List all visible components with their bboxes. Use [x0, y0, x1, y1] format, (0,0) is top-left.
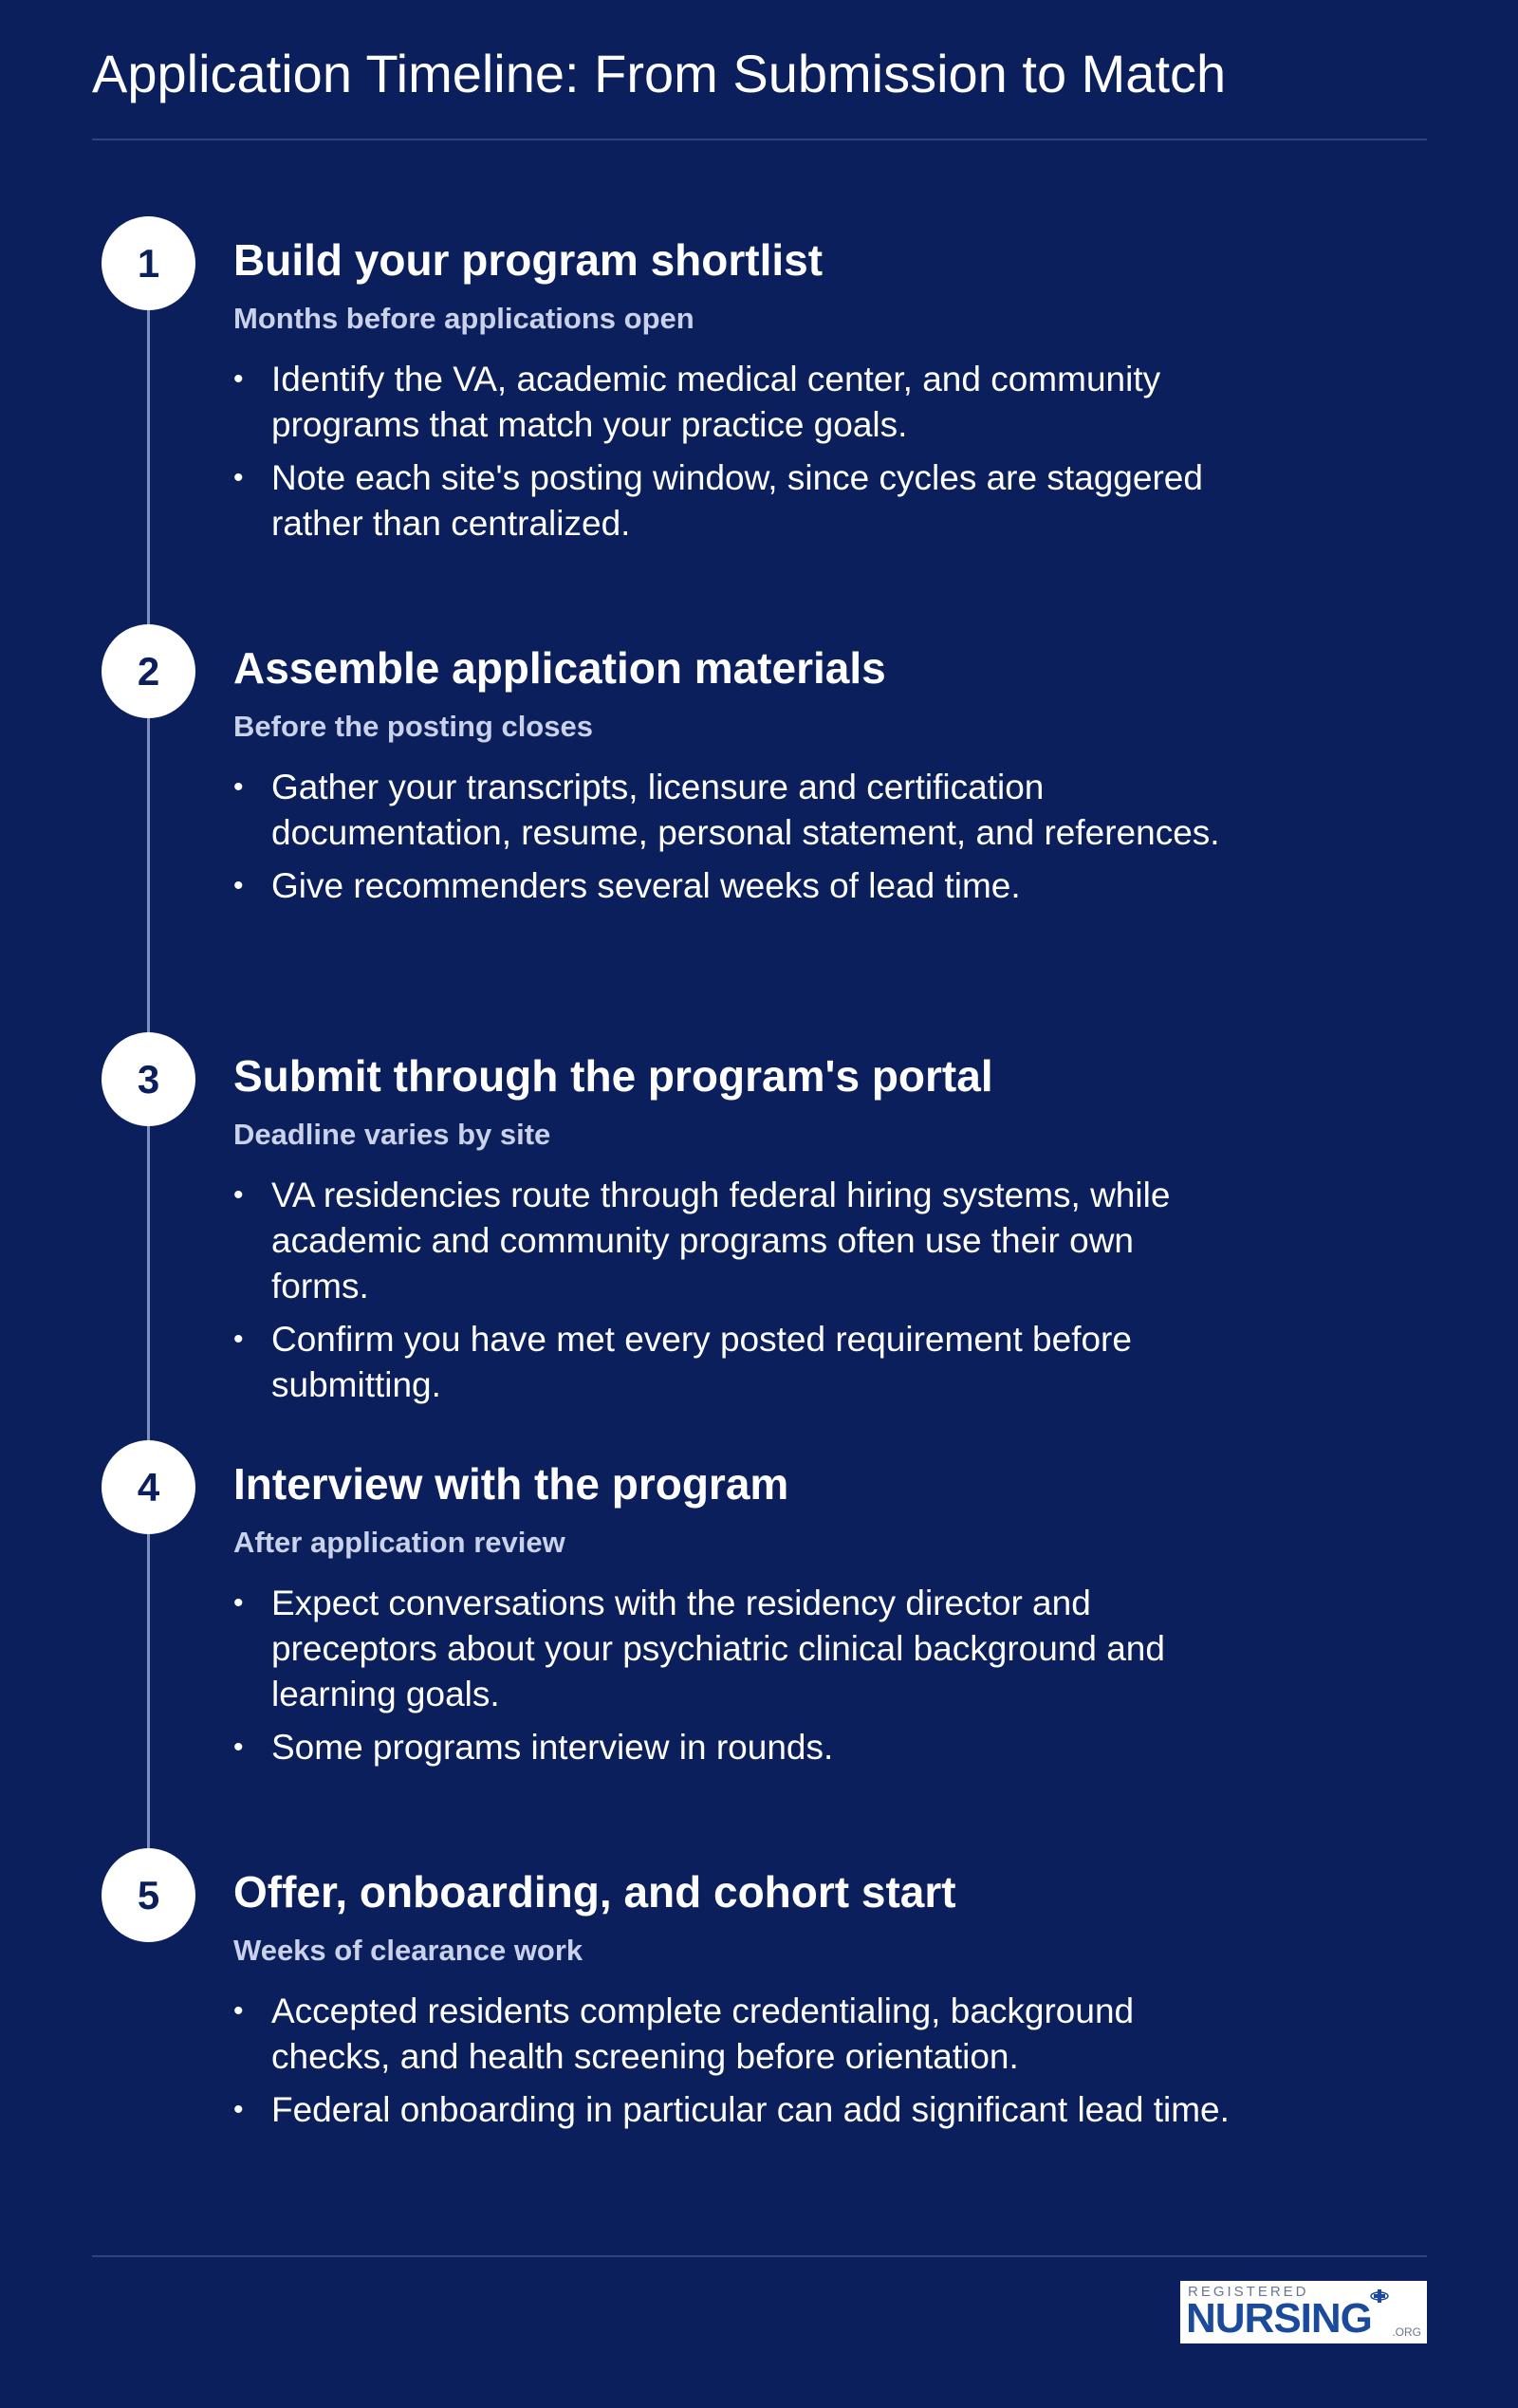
- step-bullets: [233, 1989, 1230, 2140]
- logo-main-text: NURSING: [1186, 2295, 1372, 2342]
- bullet-item: [233, 1581, 1230, 1717]
- step-bullets: [233, 765, 1230, 917]
- step-subtitle: Months before applications open: [233, 302, 694, 335]
- top-divider: [92, 139, 1427, 140]
- bullet-item: [233, 765, 1230, 856]
- bullet-text: Gather your transcripts, licensure and certification documentation, resume, personal statement, and references.: [271, 768, 1220, 852]
- bullet-item: [233, 863, 1230, 909]
- bullet-item: [233, 1173, 1230, 1309]
- page-title: Application Timeline: From Submission to Match: [92, 44, 1227, 103]
- step-number-circle: 5: [102, 1848, 195, 1942]
- bullet-icon: •: [233, 2094, 244, 2125]
- bullet-icon: •: [233, 1179, 244, 1211]
- bullet-item: [233, 2087, 1230, 2133]
- step-title: Assemble application materials: [233, 643, 886, 693]
- bullet-icon: •: [233, 462, 244, 493]
- bullet-text: Identify the VA, academic medical center, and community programs that match your practice goals.: [271, 360, 1161, 444]
- medical-cross-icon: [1370, 2287, 1389, 2306]
- bullet-icon: •: [233, 363, 244, 395]
- bullet-icon: •: [233, 1995, 244, 2027]
- step-number-circle: 2: [102, 624, 195, 718]
- bullet-text: Note each site's posting window, since cycles are staggered rather than centralized.: [271, 458, 1203, 543]
- bullet-icon: •: [233, 771, 244, 803]
- step-bullets: [233, 1173, 1230, 1416]
- bullet-item: [233, 1989, 1230, 2080]
- bullet-item: [233, 357, 1230, 448]
- step-title: Offer, onboarding, and cohort start: [233, 1867, 956, 1917]
- step-subtitle: Deadline varies by site: [233, 1118, 551, 1151]
- step-subtitle: Before the posting closes: [233, 710, 593, 743]
- logo-top-text: REGISTERED: [1188, 2284, 1309, 2300]
- bullet-text: Expect conversations with the residency director and preceptors about your psychiatric clinical background and learning goals.: [271, 1584, 1165, 1713]
- bullet-item: [233, 455, 1230, 546]
- step-title: Interview with the program: [233, 1459, 789, 1509]
- bullet-text: Give recommenders several weeks of lead time.: [271, 866, 1021, 905]
- registered-nursing-logo[interactable]: [1180, 2281, 1427, 2343]
- bullet-icon: •: [233, 1587, 244, 1619]
- bullet-text: Confirm you have met every posted requirement before submitting.: [271, 1320, 1132, 1404]
- bottom-divider: [92, 2255, 1427, 2257]
- step-bullets: [233, 1581, 1230, 1778]
- step-subtitle: Weeks of clearance work: [233, 1934, 583, 1967]
- step-title: Build your program shortlist: [233, 235, 824, 285]
- step-title: Submit through the program's portal: [233, 1051, 993, 1101]
- step-number-circle: 1: [102, 216, 195, 310]
- bullet-icon: •: [233, 1732, 244, 1763]
- step-bullets: [233, 357, 1230, 554]
- bullet-text: Some programs interview in rounds.: [271, 1728, 834, 1767]
- bullet-text: VA residencies route through federal hiring systems, while academic and community programs often use their own forms.: [271, 1176, 1171, 1306]
- bullet-item: [233, 1725, 1230, 1770]
- bullet-icon: •: [233, 870, 244, 901]
- logo-suffix-text: .ORG: [1392, 2325, 1421, 2339]
- bullet-icon: •: [233, 1324, 244, 1355]
- step-number-circle: 3: [102, 1032, 195, 1126]
- bullet-text: Federal onboarding in particular can add significant lead time.: [271, 2090, 1230, 2129]
- step-subtitle: After application review: [233, 1526, 565, 1559]
- step-number-circle: 4: [102, 1440, 195, 1534]
- bullet-text: Accepted residents complete credentialing, background checks, and health screening before orientation.: [271, 1991, 1135, 2076]
- bullet-item: [233, 1317, 1230, 1408]
